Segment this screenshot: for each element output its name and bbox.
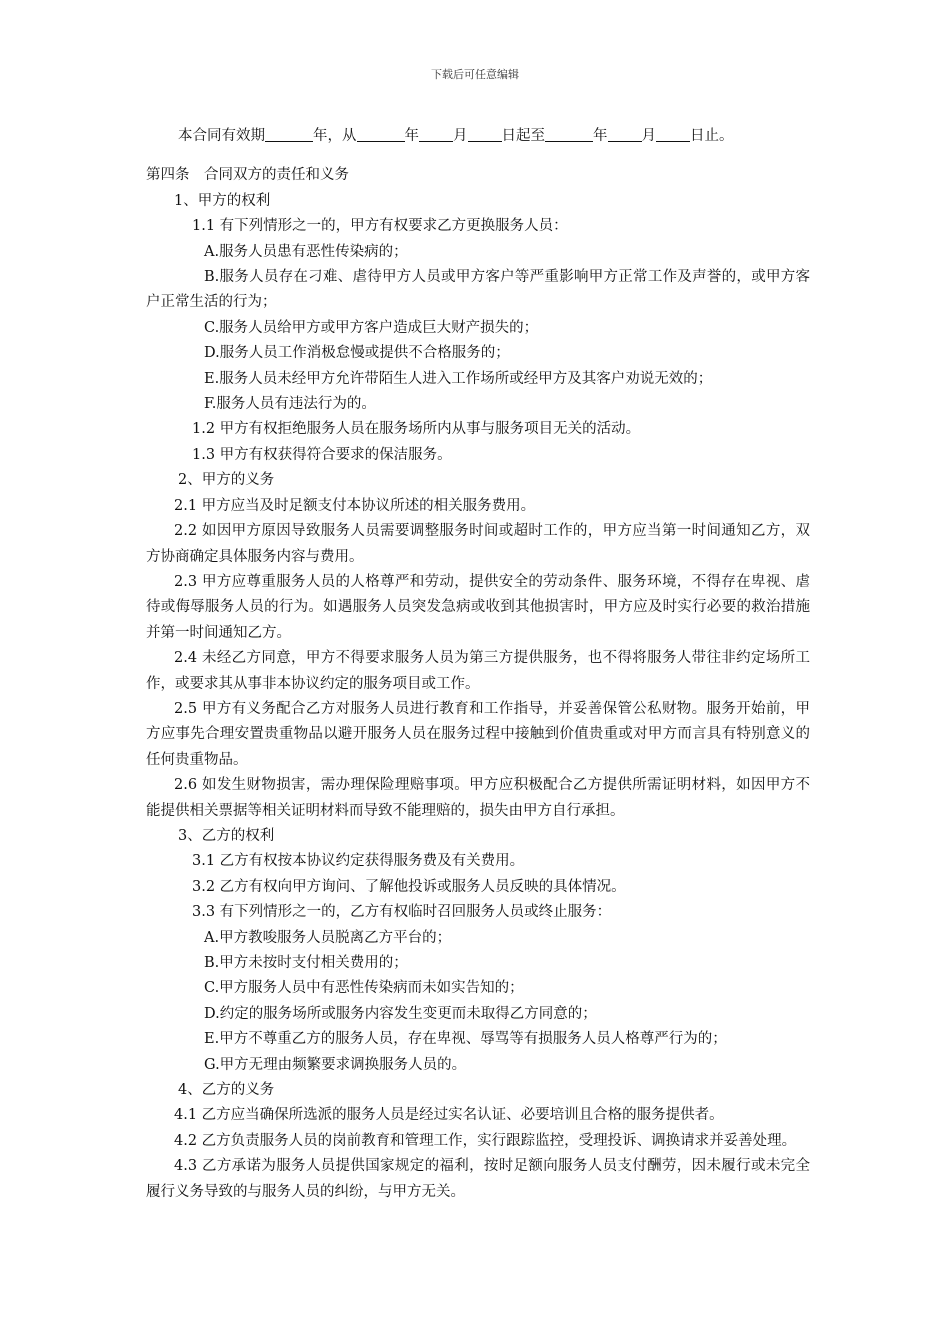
- list-item: A.甲方教唆服务人员脱离乙方平台的；: [204, 929, 452, 946]
- validity-text: 年，从: [313, 128, 357, 144]
- blank-field: [357, 127, 405, 142]
- clause: 1.1 有下列情形之一的，甲方有权要求乙方更换服务人员：: [192, 218, 568, 235]
- clause: 4.1 乙方应当确保所选派的服务人员是经过实名认证、必要培训且合格的服务提供者。: [174, 1107, 724, 1124]
- clause: 2.1 甲方应当及时足额支付本协议所述的相关服务费用。: [174, 497, 536, 514]
- list-item: D.约定的服务场所或服务内容发生变更而未取得乙方同意的；: [204, 1005, 597, 1022]
- list-item: D.服务人员工作消极怠慢或提供不合格服务的；: [204, 345, 510, 362]
- list-item: F.服务人员有违法行为的。: [204, 396, 376, 413]
- list-item: C.甲方服务人员中有恶性传染病而未如实告知的；: [204, 980, 524, 997]
- clause: 2.4 未经乙方同意，甲方不得要求服务人员为第三方提供服务，也不得将服务人带往非约定场所工作，或要求其从事非本协议约定的服务项目或工作。: [146, 650, 810, 692]
- page-header: 下载后可任意编辑: [431, 68, 519, 81]
- validity-text: 年: [593, 128, 608, 144]
- list-item: C.服务人员给甲方或甲方客户造成巨大财产损失的；: [204, 319, 539, 336]
- list-item: E.甲方不尊重乙方的服务人员，存在卑视、辱骂等有损服务人员人格尊严行为的；: [204, 1031, 727, 1048]
- clause: 2.2 如因甲方原因导致服务人员需要调整服务时间或超时工作的，甲方应当第一时间通知乙方，双方协商确定具体服务内容与费用。: [146, 523, 810, 565]
- list-item: B.甲方未按时支付相关费用的；: [204, 955, 408, 971]
- clause: 1.3 甲方有权获得符合要求的保洁服务。: [192, 446, 452, 463]
- list-item: G.甲方无理由频繁要求调换服务人员的。: [204, 1056, 467, 1073]
- validity-text: 日止。: [690, 128, 734, 144]
- validity-text: 月: [453, 128, 468, 144]
- validity-text: 本合同有效期: [178, 128, 265, 144]
- validity-text: 日起至: [501, 128, 545, 144]
- list-item: B.服务人员存在刁难、虐待甲方人员或甲方客户等严重影响甲方正常工作及声誉的，或甲方客户正常生活的行为；: [146, 269, 810, 311]
- clause: 4.3 乙方承诺为服务人员提供国家规定的福利，按时足额向服务人员支付酬劳，因未履行或未完全履行义务导致的与服务人员的纠纷，与甲方无关。: [146, 1158, 810, 1200]
- contract-body: [146, 124, 810, 1205]
- clause: 1.2 甲方有权拒绝服务人员在服务场所内从事与服务项目无关的活动。: [192, 421, 641, 438]
- validity-text: 年: [404, 128, 419, 144]
- clause: 2.5 甲方有义务配合乙方对服务人员进行教育和工作指导，并妥善保管公私财物。服务开始前，甲方应事先合理安置贵重物品以避开服务人员在服务过程中接触到价值贵重或对甲方而言具有特别意义的任何贵重物品。: [146, 700, 810, 768]
- clause: 3.3 有下列情形之一的，乙方有权临时召回服务人员或终止服务：: [192, 904, 612, 921]
- blank-field: [419, 127, 453, 142]
- section-title: 4、乙方的义务: [178, 1082, 275, 1099]
- section-title: 2、甲方的义务: [178, 472, 275, 489]
- clause: 2.3 甲方应尊重服务人员的人格尊严和劳动，提供安全的劳动条件、服务环境，不得存在卑视、虐待或侮辱服务人员的行为。如遇服务人员突发急病或收到其他损害时，甲方应及时实行必要的救治措施并第一时间通知乙方。: [146, 573, 810, 641]
- clause: 3.2 乙方有权向甲方询问、了解他投诉或服务人员反映的具体情况。: [192, 878, 626, 895]
- list-item: A.服务人员患有恶性传染病的；: [204, 243, 408, 260]
- blank-field: [656, 127, 690, 142]
- article-title: 第四条 合同双方的责任和义务: [146, 167, 349, 184]
- list-item: E.服务人员未经甲方允许带陌生人进入工作场所或经甲方及其客户劝说无效的；: [204, 370, 713, 387]
- clause: 2.6 如发生财物损害，需办理保险理赔事项。甲方应积极配合乙方提供所需证明材料，如因甲方不能提供相关票据等相关证明材料而导致不能理赔的，损失由甲方自行承担。: [146, 777, 810, 819]
- section-title: 1、甲方的权利: [174, 192, 271, 209]
- clause: 3.1 乙方有权按本协议约定获得服务费及有关费用。: [192, 853, 525, 870]
- blank-field: [265, 127, 313, 142]
- validity-clause: [146, 124, 810, 149]
- blank-field: [608, 127, 642, 142]
- clause: 4.2 乙方负责服务人员的岗前教育和管理工作，实行跟踪监控，受理投诉、调换请求并妥善处理。: [174, 1132, 797, 1149]
- validity-text: 月: [641, 128, 656, 144]
- blank-field: [468, 127, 502, 142]
- blank-field: [545, 127, 593, 142]
- section-title: 3、乙方的权利: [178, 827, 275, 844]
